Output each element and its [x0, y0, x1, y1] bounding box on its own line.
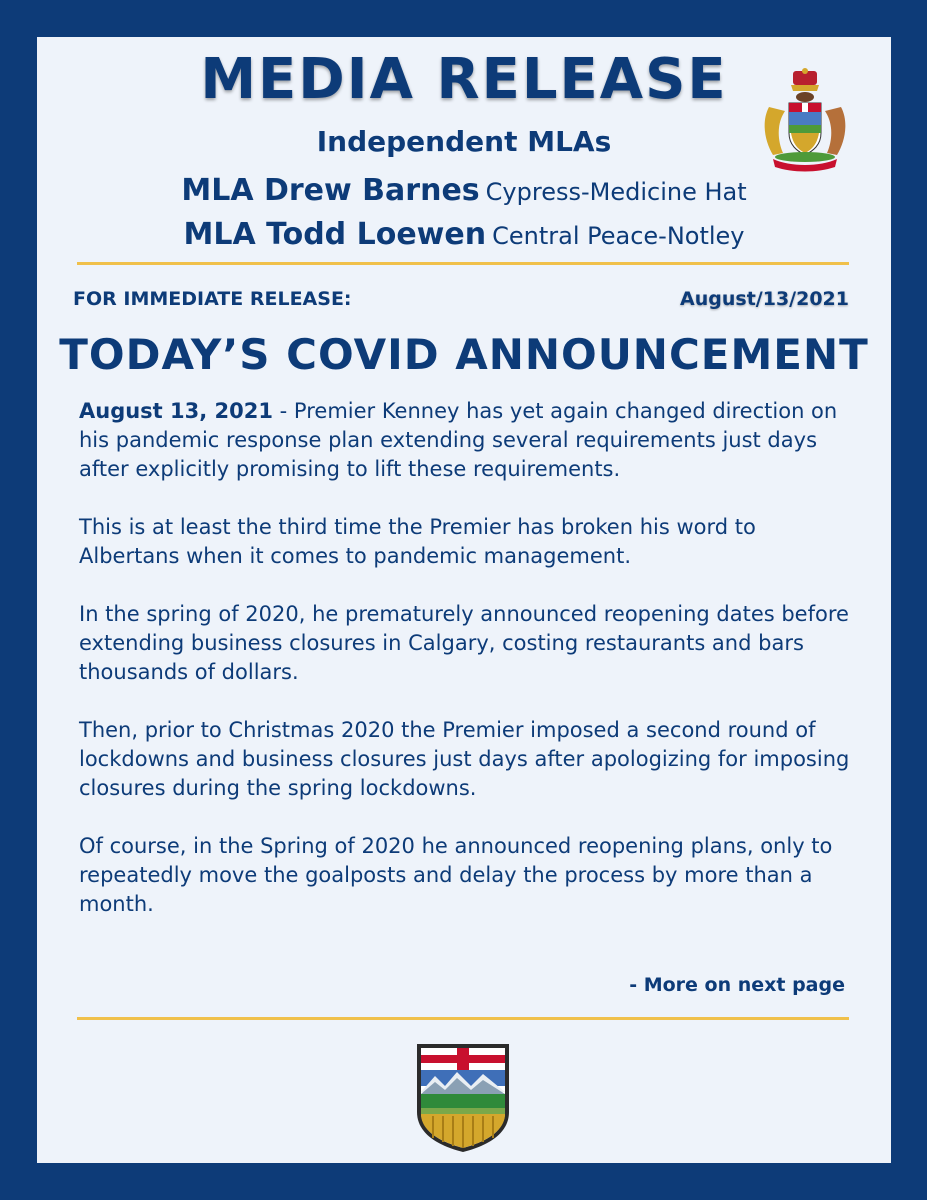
headline: TODAY’S COVID ANNOUNCEMENT — [59, 330, 869, 379]
page-title: MEDIA RELEASE — [200, 47, 728, 112]
divider-bottom — [77, 1017, 849, 1020]
mla-line-2 — [37, 217, 891, 252]
mla-riding: Central Peace-Notley — [492, 222, 745, 250]
dateline: August 13, 2021 — [79, 399, 273, 423]
body-paragraph: In the spring of 2020, he prematurely announced reopening dates before extending business closures in Calgary, costing restaurants and bars thousands of dollars. — [79, 602, 849, 684]
mla-riding: Cypress-Medicine Hat — [485, 178, 747, 206]
release-date: August/13/2021 — [680, 288, 849, 310]
alberta-coat-of-arms-icon — [755, 67, 855, 177]
mla-line-1 — [37, 173, 891, 208]
body-paragraph: Then, prior to Christmas 2020 the Premier imposed a second round of lockdowns and business closures just days after apologizing for imposing closures during the spring lockdowns. — [79, 718, 850, 800]
more-on-next-page: - More on next page — [629, 974, 845, 996]
subtitle: Independent MLAs — [316, 125, 612, 158]
divider-top — [77, 262, 849, 265]
paragraph-text: - Premier Kenney has yet again changed direction on his pandemic response plan extending several requirements just days after explicitly promising to lift these requirements. — [79, 399, 838, 481]
media-release-page — [37, 37, 891, 1163]
body-paragraph: Of course, in the Spring of 2020 he announced reopening plans, only to repeatedly move the goalposts and delay the process by more than a month. — [79, 834, 833, 916]
release-body — [79, 397, 859, 948]
mla-name: MLA Todd Loewen — [183, 217, 487, 252]
body-paragraph — [79, 397, 859, 484]
release-label: FOR IMMEDIATE RELEASE: — [73, 288, 352, 310]
alberta-shield-icon — [413, 1042, 513, 1154]
mla-name: MLA Drew Barnes — [181, 173, 480, 208]
body-paragraph: This is at least the third time the Premier has broken his word to Albertans when it comes to pandemic management. — [79, 515, 756, 568]
